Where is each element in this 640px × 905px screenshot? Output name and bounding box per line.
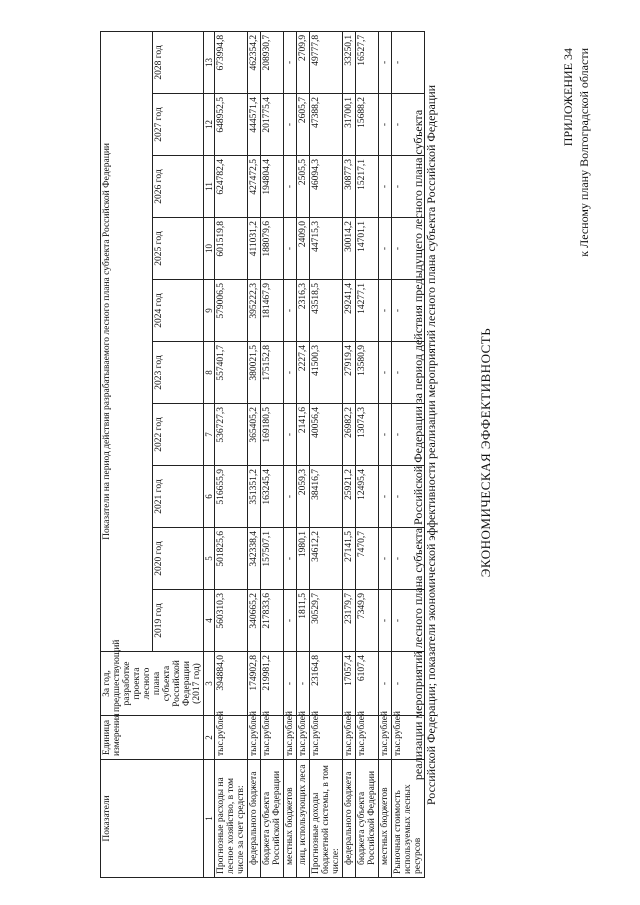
value-cell: 174902,8 — [248, 652, 261, 716]
header-year: 2022 год — [152, 404, 204, 466]
value-cell: 516655,9 — [215, 466, 248, 528]
value-cell: 31700,1 — [343, 94, 356, 156]
row-label: местных бюджетов — [284, 760, 297, 878]
value-cell: 30877,3 — [343, 156, 356, 218]
value-cell: 2059,3 — [297, 466, 310, 528]
row-label: местных бюджетов — [379, 760, 392, 878]
value-cell: - — [284, 528, 297, 590]
value-cell: - — [379, 280, 392, 342]
value-cell: 624782,4 — [215, 156, 248, 218]
header-year: 2021 год — [152, 466, 204, 528]
value-cell: 188079,6 — [261, 218, 284, 280]
value-cell: 175152,8 — [261, 342, 284, 404]
header-year: 2019 год — [152, 590, 204, 652]
header-unit: Единица измерения — [101, 716, 204, 760]
column-index: 5 — [204, 528, 215, 590]
table-row — [248, 31, 261, 877]
value-cell: 33250,1 — [343, 31, 356, 93]
value-cell: - — [379, 31, 392, 93]
value-cell: - — [379, 156, 392, 218]
column-index: 7 — [204, 404, 215, 466]
table-row — [356, 31, 379, 877]
value-cell: 1811,5 — [297, 590, 310, 652]
value-cell: - — [392, 466, 425, 528]
value-cell: 7470,7 — [356, 528, 379, 590]
value-cell: 201775,4 — [261, 94, 284, 156]
value-cell: - — [392, 528, 425, 590]
value-cell: - — [392, 218, 425, 280]
value-cell: - — [284, 94, 297, 156]
value-cell: 7349,9 — [356, 590, 379, 652]
row-unit: тыс.рублей — [343, 716, 356, 760]
row-unit: тыс.рублей — [215, 716, 248, 760]
value-cell: 601519,8 — [215, 218, 248, 280]
row-label: Прогнозные доходы бюджетной системы, в том числе: — [310, 760, 343, 878]
header-year: 2027 год — [152, 94, 204, 156]
value-cell: - — [379, 404, 392, 466]
value-cell: 15688,2 — [356, 94, 379, 156]
value-cell: 2409,0 — [297, 218, 310, 280]
value-cell: - — [284, 652, 297, 716]
value-cell: 579006,5 — [215, 280, 248, 342]
value-cell: 40056,4 — [310, 404, 343, 466]
value-cell: - — [284, 466, 297, 528]
value-cell: 43518,5 — [310, 280, 343, 342]
annex-subtitle: к Лесному плану Волгоградской области — [577, 48, 591, 257]
row-label: бюджета субъекта Российской Федерации — [356, 760, 379, 878]
value-cell: 501825,6 — [215, 528, 248, 590]
value-cell: - — [284, 280, 297, 342]
value-cell: 30014,2 — [343, 218, 356, 280]
value-cell: - — [392, 280, 425, 342]
value-cell: 2505,5 — [297, 156, 310, 218]
header-indicator: Показатели — [101, 760, 204, 878]
row-label: федерального бюджета — [248, 760, 261, 878]
value-cell: 14277,1 — [356, 280, 379, 342]
row-label: лиц, использующих леса — [297, 760, 310, 878]
value-cell: - — [392, 156, 425, 218]
value-cell: 2141,6 — [297, 404, 310, 466]
value-cell: 380021,5 — [248, 342, 261, 404]
value-cell: 169180,5 — [261, 404, 284, 466]
subtitle-line: Российской Федерации; показатели экономической эффективности реализации мероприятий лесного плана субъекта Российской Федерации — [424, 84, 438, 806]
column-index: 11 — [204, 156, 215, 218]
value-cell: - — [297, 652, 310, 716]
value-cell: - — [392, 342, 425, 404]
value-cell: 2316,3 — [297, 280, 310, 342]
row-unit: тыс.рублей — [297, 716, 310, 760]
header-year: 2024 год — [152, 280, 204, 342]
column-index: 6 — [204, 466, 215, 528]
value-cell: 673994,8 — [215, 31, 248, 93]
annex-header — [560, 48, 592, 368]
column-index: 8 — [204, 342, 215, 404]
value-cell: 23164,8 — [310, 652, 343, 716]
column-index: 13 — [204, 31, 215, 93]
row-label: Прогнозные расходы на лесное хозяйство, в том числе за счет средств: — [215, 760, 248, 878]
value-cell: - — [379, 590, 392, 652]
table-row — [261, 31, 284, 877]
value-cell: - — [284, 218, 297, 280]
table-index-row — [204, 31, 215, 877]
value-cell: 16527,7 — [356, 31, 379, 93]
value-cell: - — [284, 342, 297, 404]
table-row — [297, 31, 310, 877]
value-cell: 15217,1 — [356, 156, 379, 218]
value-cell: 1980,1 — [297, 528, 310, 590]
header-year: 2023 год — [152, 342, 204, 404]
column-index: 2 — [204, 716, 215, 760]
value-cell: 27919,4 — [343, 342, 356, 404]
table-row — [284, 31, 297, 877]
value-cell: - — [379, 342, 392, 404]
value-cell: 648952,5 — [215, 94, 248, 156]
value-cell: 411031,2 — [248, 218, 261, 280]
efficiency-table — [100, 31, 425, 878]
column-index: 12 — [204, 94, 215, 156]
column-index: 4 — [204, 590, 215, 652]
column-index: 3 — [204, 652, 215, 716]
value-cell: 2709,9 — [297, 31, 310, 93]
value-cell: 6107,4 — [356, 652, 379, 716]
value-cell: 351351,2 — [248, 466, 261, 528]
table-body — [215, 31, 425, 877]
value-cell: 157507,1 — [261, 528, 284, 590]
header-year: 2028 год — [152, 31, 204, 93]
column-index: 9 — [204, 280, 215, 342]
row-unit: тыс.рублей — [379, 716, 392, 760]
column-index: 1 — [204, 760, 215, 878]
document-title: ЭКОНОМИЧЕСКАЯ ЭФФЕКТИВНОСТЬ — [478, 327, 493, 578]
table-row — [310, 31, 343, 877]
value-cell: 427472,5 — [248, 156, 261, 218]
value-cell: 219981,2 — [261, 652, 284, 716]
value-cell: - — [284, 590, 297, 652]
table-row — [392, 31, 425, 877]
value-cell: - — [284, 156, 297, 218]
row-unit: тыс.рублей — [356, 716, 379, 760]
row-label: федерального бюджета — [343, 760, 356, 878]
value-cell: 13074,3 — [356, 404, 379, 466]
header-year: 2026 год — [152, 156, 204, 218]
header-year: 2020 год — [152, 528, 204, 590]
value-cell: 536727,3 — [215, 404, 248, 466]
value-cell: 29241,4 — [343, 280, 356, 342]
value-cell: - — [379, 528, 392, 590]
value-cell: 38416,7 — [310, 466, 343, 528]
row-unit: тыс.рублей — [284, 716, 297, 760]
value-cell: 27141,5 — [343, 528, 356, 590]
value-cell: 12495,4 — [356, 466, 379, 528]
value-cell: 163245,4 — [261, 466, 284, 528]
value-cell: 444571,4 — [248, 94, 261, 156]
value-cell: 181467,9 — [261, 280, 284, 342]
value-cell: 17057,4 — [343, 652, 356, 716]
row-label: бюджета субъекта Российской Федерации — [261, 760, 284, 878]
value-cell: 208930,7 — [261, 31, 284, 93]
table-row — [343, 31, 356, 877]
header-year: 2025 год — [152, 218, 204, 280]
row-unit: тыс.рублей — [310, 716, 343, 760]
value-cell: 23179,7 — [343, 590, 356, 652]
value-cell: 462354,2 — [248, 31, 261, 93]
value-cell: 13580,9 — [356, 342, 379, 404]
annex-number: ПРИЛОЖЕНИЕ 34 — [561, 48, 575, 147]
value-cell: 2227,4 — [297, 342, 310, 404]
row-unit: тыс.рублей — [248, 716, 261, 760]
value-cell: 44715,3 — [310, 218, 343, 280]
header-prev-year: За год, предшествующий разработке проекта лесного плана субъекта Российской Федерации (2017 год) — [101, 652, 204, 716]
table-header-row — [101, 31, 153, 877]
value-cell: 217833,6 — [261, 590, 284, 652]
value-cell: 394884,0 — [215, 652, 248, 716]
value-cell: 340665,2 — [248, 590, 261, 652]
row-unit: тыс.рублей — [392, 716, 425, 760]
value-cell: - — [379, 466, 392, 528]
value-cell: - — [392, 652, 425, 716]
table-row — [215, 31, 248, 877]
value-cell: 26982,2 — [343, 404, 356, 466]
value-cell: 342338,4 — [248, 528, 261, 590]
row-unit: тыс.рублей — [261, 716, 284, 760]
value-cell: 194804,4 — [261, 156, 284, 218]
subtitle-line: реализации мероприятий лесного плана субъекта Российской Федерации за период действия предыдущего лесного плана субъекта — [411, 109, 425, 781]
value-cell: 49777,8 — [310, 31, 343, 93]
value-cell: 2605,7 — [297, 94, 310, 156]
value-cell: - — [379, 94, 392, 156]
value-cell: 41500,3 — [310, 342, 343, 404]
row-label: Рыночная стоимость используемых лесных ресурсов — [392, 760, 425, 878]
value-cell: 30529,7 — [310, 590, 343, 652]
value-cell: 47388,2 — [310, 94, 343, 156]
value-cell: - — [379, 652, 392, 716]
value-cell: 557401,7 — [215, 342, 248, 404]
value-cell: 14701,1 — [356, 218, 379, 280]
column-index: 10 — [204, 218, 215, 280]
value-cell: 560310,3 — [215, 590, 248, 652]
header-period-group: Показатели на период действия разрабатываемого лесного плана субъекта Российской Федерации — [101, 31, 153, 651]
value-cell: - — [392, 404, 425, 466]
value-cell: - — [284, 31, 297, 93]
value-cell: - — [392, 94, 425, 156]
value-cell: - — [379, 218, 392, 280]
value-cell: 365405,2 — [248, 404, 261, 466]
table-row — [379, 31, 392, 877]
value-cell: 46094,3 — [310, 156, 343, 218]
value-cell: - — [284, 404, 297, 466]
value-cell: 34612,2 — [310, 528, 343, 590]
value-cell: 395222,3 — [248, 280, 261, 342]
value-cell: 25921,2 — [343, 466, 356, 528]
value-cell: - — [392, 31, 425, 93]
value-cell: - — [392, 590, 425, 652]
